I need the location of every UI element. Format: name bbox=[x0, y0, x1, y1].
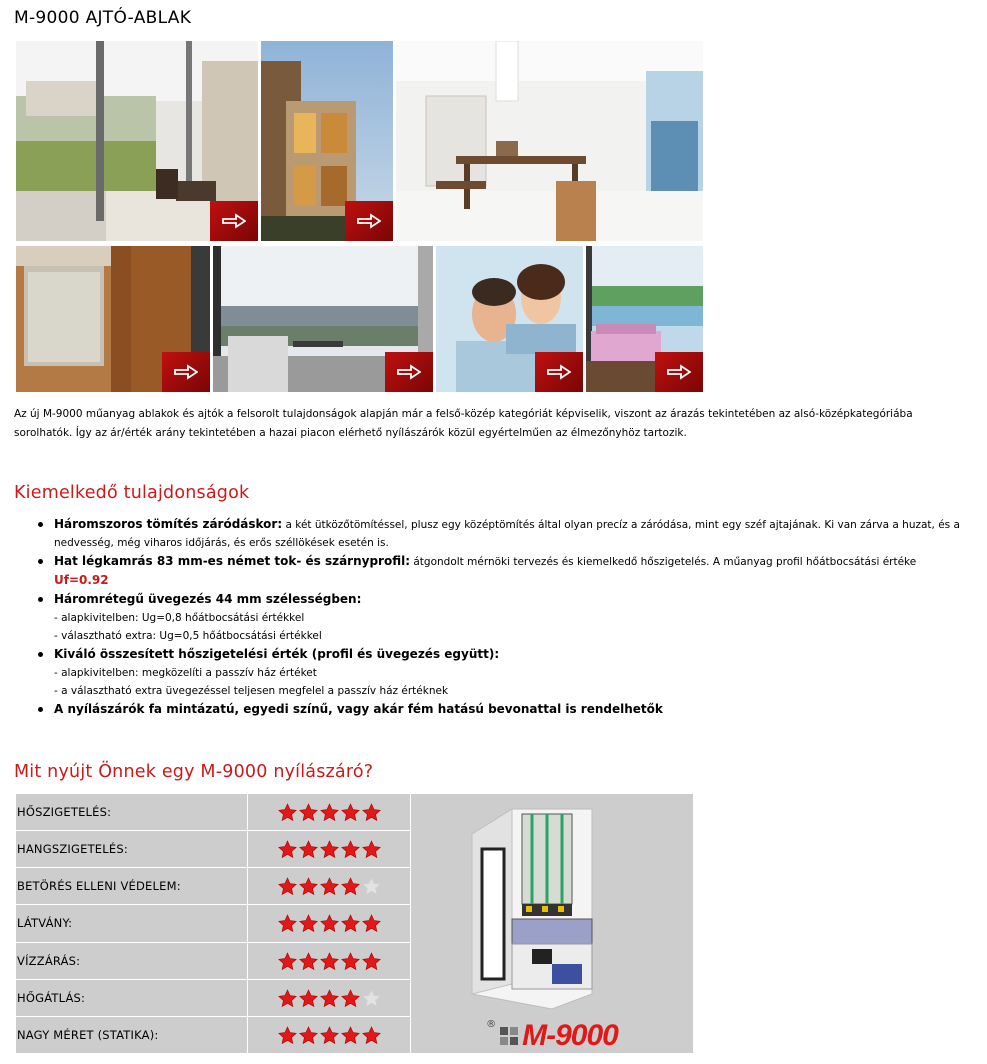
feature-text: a két ütközőtömítéssel, plusz egy középtömítés által olyan precíz a záródása, mint egy széf ajtajának. Ki van zárva a huzat, és a nedvesség, még viharos időjárás, és erős széllökések esetén is. bbox=[54, 519, 960, 549]
star-filled-icon bbox=[320, 952, 339, 970]
logo-text: M-9000 bbox=[522, 1019, 618, 1052]
star-filled-icon bbox=[278, 877, 297, 895]
registered-mark: ® bbox=[486, 1019, 497, 1030]
rating-label: HŐSZIGETELÉS: bbox=[16, 794, 248, 831]
gallery-tile-1[interactable] bbox=[16, 41, 258, 241]
star-filled-icon bbox=[320, 803, 339, 821]
list-item bbox=[30, 515, 975, 552]
photo-gallery bbox=[16, 41, 703, 392]
list-item bbox=[30, 700, 975, 719]
feature-title: Hat légkamrás 83 mm-es német tok- és szárnyprofil: bbox=[54, 554, 411, 568]
arrow-right-icon[interactable] bbox=[345, 201, 393, 241]
rating-label: LÁTVÁNY: bbox=[16, 905, 248, 942]
arrow-right-icon[interactable] bbox=[655, 352, 703, 392]
star-filled-icon bbox=[341, 1026, 360, 1044]
arrow-right-icon[interactable] bbox=[535, 352, 583, 392]
star-filled-icon bbox=[299, 989, 318, 1007]
feature-sub: - a választható extra üvegezéssel teljesen megfelel a passzív ház értéknek bbox=[54, 685, 449, 697]
feature-sub: - alapkivitelben: megközelíti a passzív ház értéket bbox=[54, 667, 317, 679]
star-filled-icon bbox=[299, 952, 318, 970]
arrow-right-icon[interactable] bbox=[210, 201, 258, 241]
feature-text: átgondolt mérnöki tervezés és kiemelkedő hőszigetelés. A műanyag profil hőátbocsátási értéke bbox=[410, 556, 917, 568]
star-rating bbox=[248, 794, 411, 831]
rating-label: HŐGÁTLÁS: bbox=[16, 979, 248, 1016]
page-title: M-9000 AJTÓ-ABLAK bbox=[14, 8, 192, 28]
star-filled-icon bbox=[278, 1026, 297, 1044]
star-filled-icon bbox=[341, 840, 360, 858]
star-rating bbox=[248, 1016, 411, 1053]
logo-squares-icon bbox=[500, 1027, 518, 1045]
star-rating bbox=[248, 979, 411, 1016]
star-rating bbox=[248, 831, 411, 868]
star-filled-icon bbox=[320, 914, 339, 932]
feature-sub: - alapkivitelben: Ug=0,8 hőátbocsátási értékkel bbox=[54, 612, 305, 624]
gallery-tile-6[interactable] bbox=[436, 246, 583, 392]
rating-label: BETÖRÉS ELLENI VÉDELEM: bbox=[16, 868, 248, 905]
star-filled-icon bbox=[362, 1026, 381, 1044]
gallery-tile-2[interactable] bbox=[261, 41, 393, 241]
list-item bbox=[30, 552, 975, 590]
star-filled-icon bbox=[320, 989, 339, 1007]
star-filled-icon bbox=[278, 803, 297, 821]
rating-label: VÍZZÁRÁS: bbox=[16, 942, 248, 979]
intro-paragraph: Az új M-9000 műanyag ablakok és ajtók a felsorolt tulajdonságok alapján már a felső-közép kategóriát képviselik, viszont az árazás tekintetében az alsó-középkategóriába sorolhatók. Így az ár/érték arány tekintetében a hazai piacon elérhető nyílászárók közül egyértelműen az élmezőnyhöz tartozik. bbox=[14, 408, 913, 439]
table-row bbox=[16, 794, 694, 831]
uf-value: Uf=0.92 bbox=[54, 573, 109, 587]
star-filled-icon bbox=[278, 840, 297, 858]
feature-title: Háromszoros tömítés záródáskor: bbox=[54, 517, 283, 531]
star-filled-icon bbox=[341, 989, 360, 1007]
feature-title: Háromrétegű üvegezés 44 mm szélességben: bbox=[54, 592, 362, 606]
arrow-right-icon[interactable] bbox=[162, 352, 210, 392]
gallery-tile-3[interactable] bbox=[396, 41, 703, 241]
star-empty-icon bbox=[362, 877, 381, 895]
star-filled-icon bbox=[362, 840, 381, 858]
arrow-right-icon[interactable] bbox=[385, 352, 433, 392]
star-filled-icon bbox=[299, 803, 318, 821]
star-rating bbox=[248, 905, 411, 942]
star-filled-icon bbox=[362, 952, 381, 970]
star-filled-icon bbox=[341, 803, 360, 821]
rating-label: NAGY MÉRET (STATIKA): bbox=[16, 1016, 248, 1053]
gallery-tile-7[interactable] bbox=[586, 246, 703, 392]
features-list bbox=[30, 515, 975, 719]
star-filled-icon bbox=[299, 877, 318, 895]
star-filled-icon bbox=[299, 1026, 318, 1044]
star-filled-icon bbox=[362, 914, 381, 932]
star-rating bbox=[248, 942, 411, 979]
feature-sub: - választható extra: Ug=0,5 hőátbocsátási értékkel bbox=[54, 630, 322, 642]
window-profile-illustration bbox=[442, 794, 662, 1024]
photo-bright-dining-room bbox=[396, 41, 703, 241]
star-rating bbox=[248, 868, 411, 905]
features-heading: Kiemelkedő tulajdonságok bbox=[14, 483, 250, 503]
star-filled-icon bbox=[320, 840, 339, 858]
rating-heading: Mit nyújt Önnek egy M-9000 nyílászáró? bbox=[14, 762, 374, 782]
star-filled-icon bbox=[278, 952, 297, 970]
brand-logo bbox=[411, 1019, 693, 1053]
star-filled-icon bbox=[299, 840, 318, 858]
star-filled-icon bbox=[341, 952, 360, 970]
rating-label: HANGSZIGETELÉS: bbox=[16, 831, 248, 868]
star-filled-icon bbox=[278, 989, 297, 1007]
star-filled-icon bbox=[362, 803, 381, 821]
star-filled-icon bbox=[320, 1026, 339, 1044]
feature-title: A nyílászárók fa mintázatú, egyedi színű, vagy akár fém hatású bevonattal is rendelhetők bbox=[54, 702, 663, 716]
star-filled-icon bbox=[341, 914, 360, 932]
gallery-tile-5[interactable] bbox=[213, 246, 433, 392]
star-empty-icon bbox=[362, 989, 381, 1007]
star-filled-icon bbox=[341, 877, 360, 895]
star-filled-icon bbox=[278, 914, 297, 932]
star-filled-icon bbox=[320, 877, 339, 895]
star-filled-icon bbox=[299, 914, 318, 932]
list-item bbox=[30, 645, 975, 700]
product-image bbox=[411, 794, 694, 1054]
gallery-tile-4[interactable] bbox=[16, 246, 210, 392]
feature-title: Kiváló összesített hőszigetelési érték (profil és üvegezés együtt): bbox=[54, 647, 500, 661]
rating-table bbox=[15, 793, 694, 1054]
list-item bbox=[30, 590, 975, 645]
